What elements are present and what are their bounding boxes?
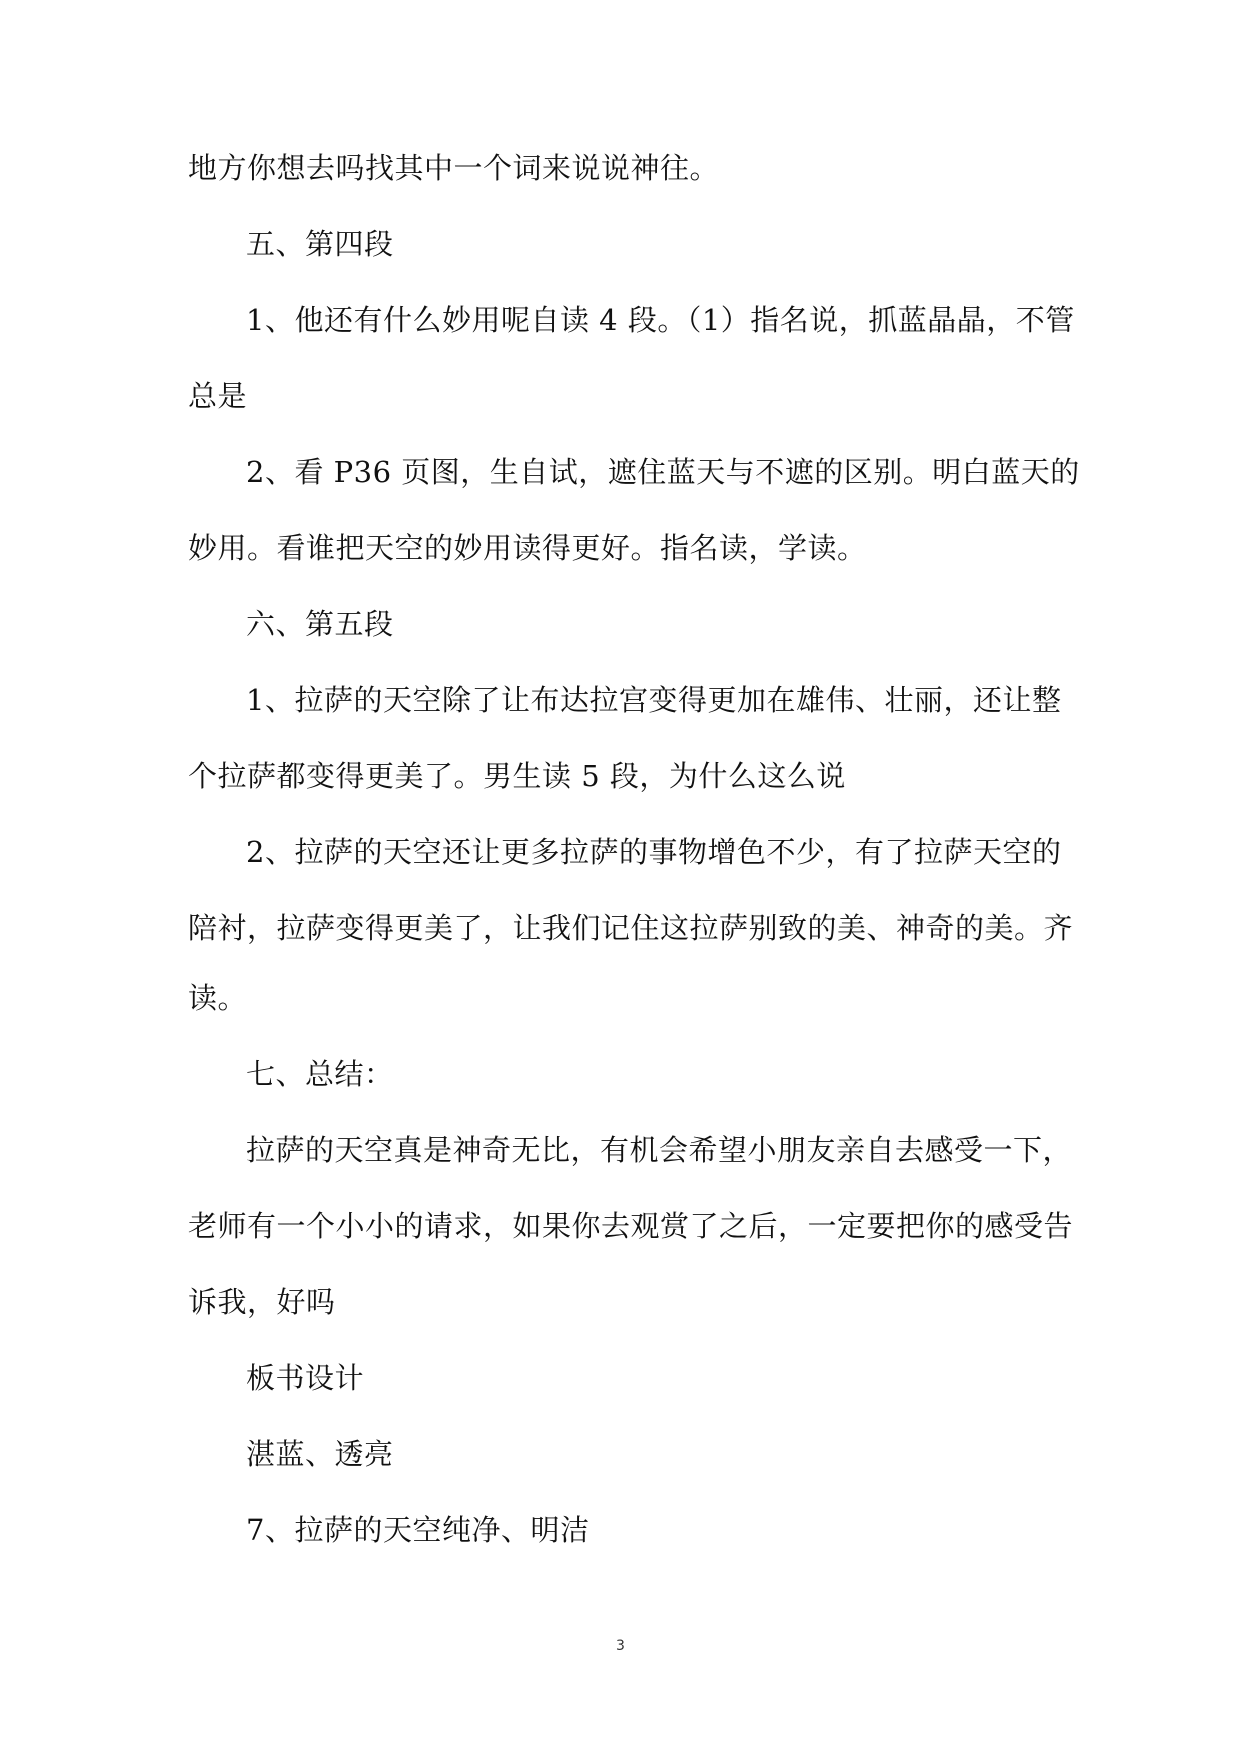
text-line: 1、他还有什么妙用呢自读 4 段。（1）指名说，抓蓝晶晶，不管 (246, 303, 1075, 337)
text-line: 拉萨的天空真是神奇无比，有机会希望小朋友亲自去感受一下， (246, 1133, 1073, 1167)
text-line: 湛蓝、透亮 (246, 1437, 394, 1471)
section-heading: 板书设计 (246, 1361, 365, 1395)
text-line: 2、拉萨的天空还让更多拉萨的事物增色不少，有了拉萨天空的 (246, 835, 1062, 869)
text-line: 诉我，好吗 (188, 1285, 336, 1319)
text-line: 妙用。看谁把天空的妙用读得更好。指名读，学读。 (188, 531, 867, 565)
text-line: 1、拉萨的天空除了让布达拉宫变得更加在雄伟、壮丽，还让整 (246, 683, 1062, 717)
section-heading: 五、第四段 (246, 227, 394, 261)
text-line: 7、拉萨的天空纯净、明洁 (246, 1513, 590, 1547)
text-line: 读。 (188, 981, 248, 1015)
text-line: 总是 (188, 379, 248, 413)
text-line: 2、看 P36 页图，生自试，遮住蓝天与不遮的区别。明白蓝天的 (246, 455, 1080, 489)
section-heading: 六、第五段 (246, 607, 394, 641)
section-heading: 七、总结： (246, 1057, 394, 1091)
text-line: 陪衬，拉萨变得更美了，让我们记住这拉萨别致的美、神奇的美。齐 (188, 911, 1074, 945)
text-line: 个拉萨都变得更美了。男生读 5 段，为什么这么说 (188, 759, 846, 793)
text-line: 地方你想去吗找其中一个词来说说神往。 (188, 151, 720, 185)
text-line: 老师有一个小小的请求，如果你去观赏了之后，一定要把你的感受告 (188, 1209, 1074, 1243)
page-number: 3 (616, 1638, 625, 1654)
